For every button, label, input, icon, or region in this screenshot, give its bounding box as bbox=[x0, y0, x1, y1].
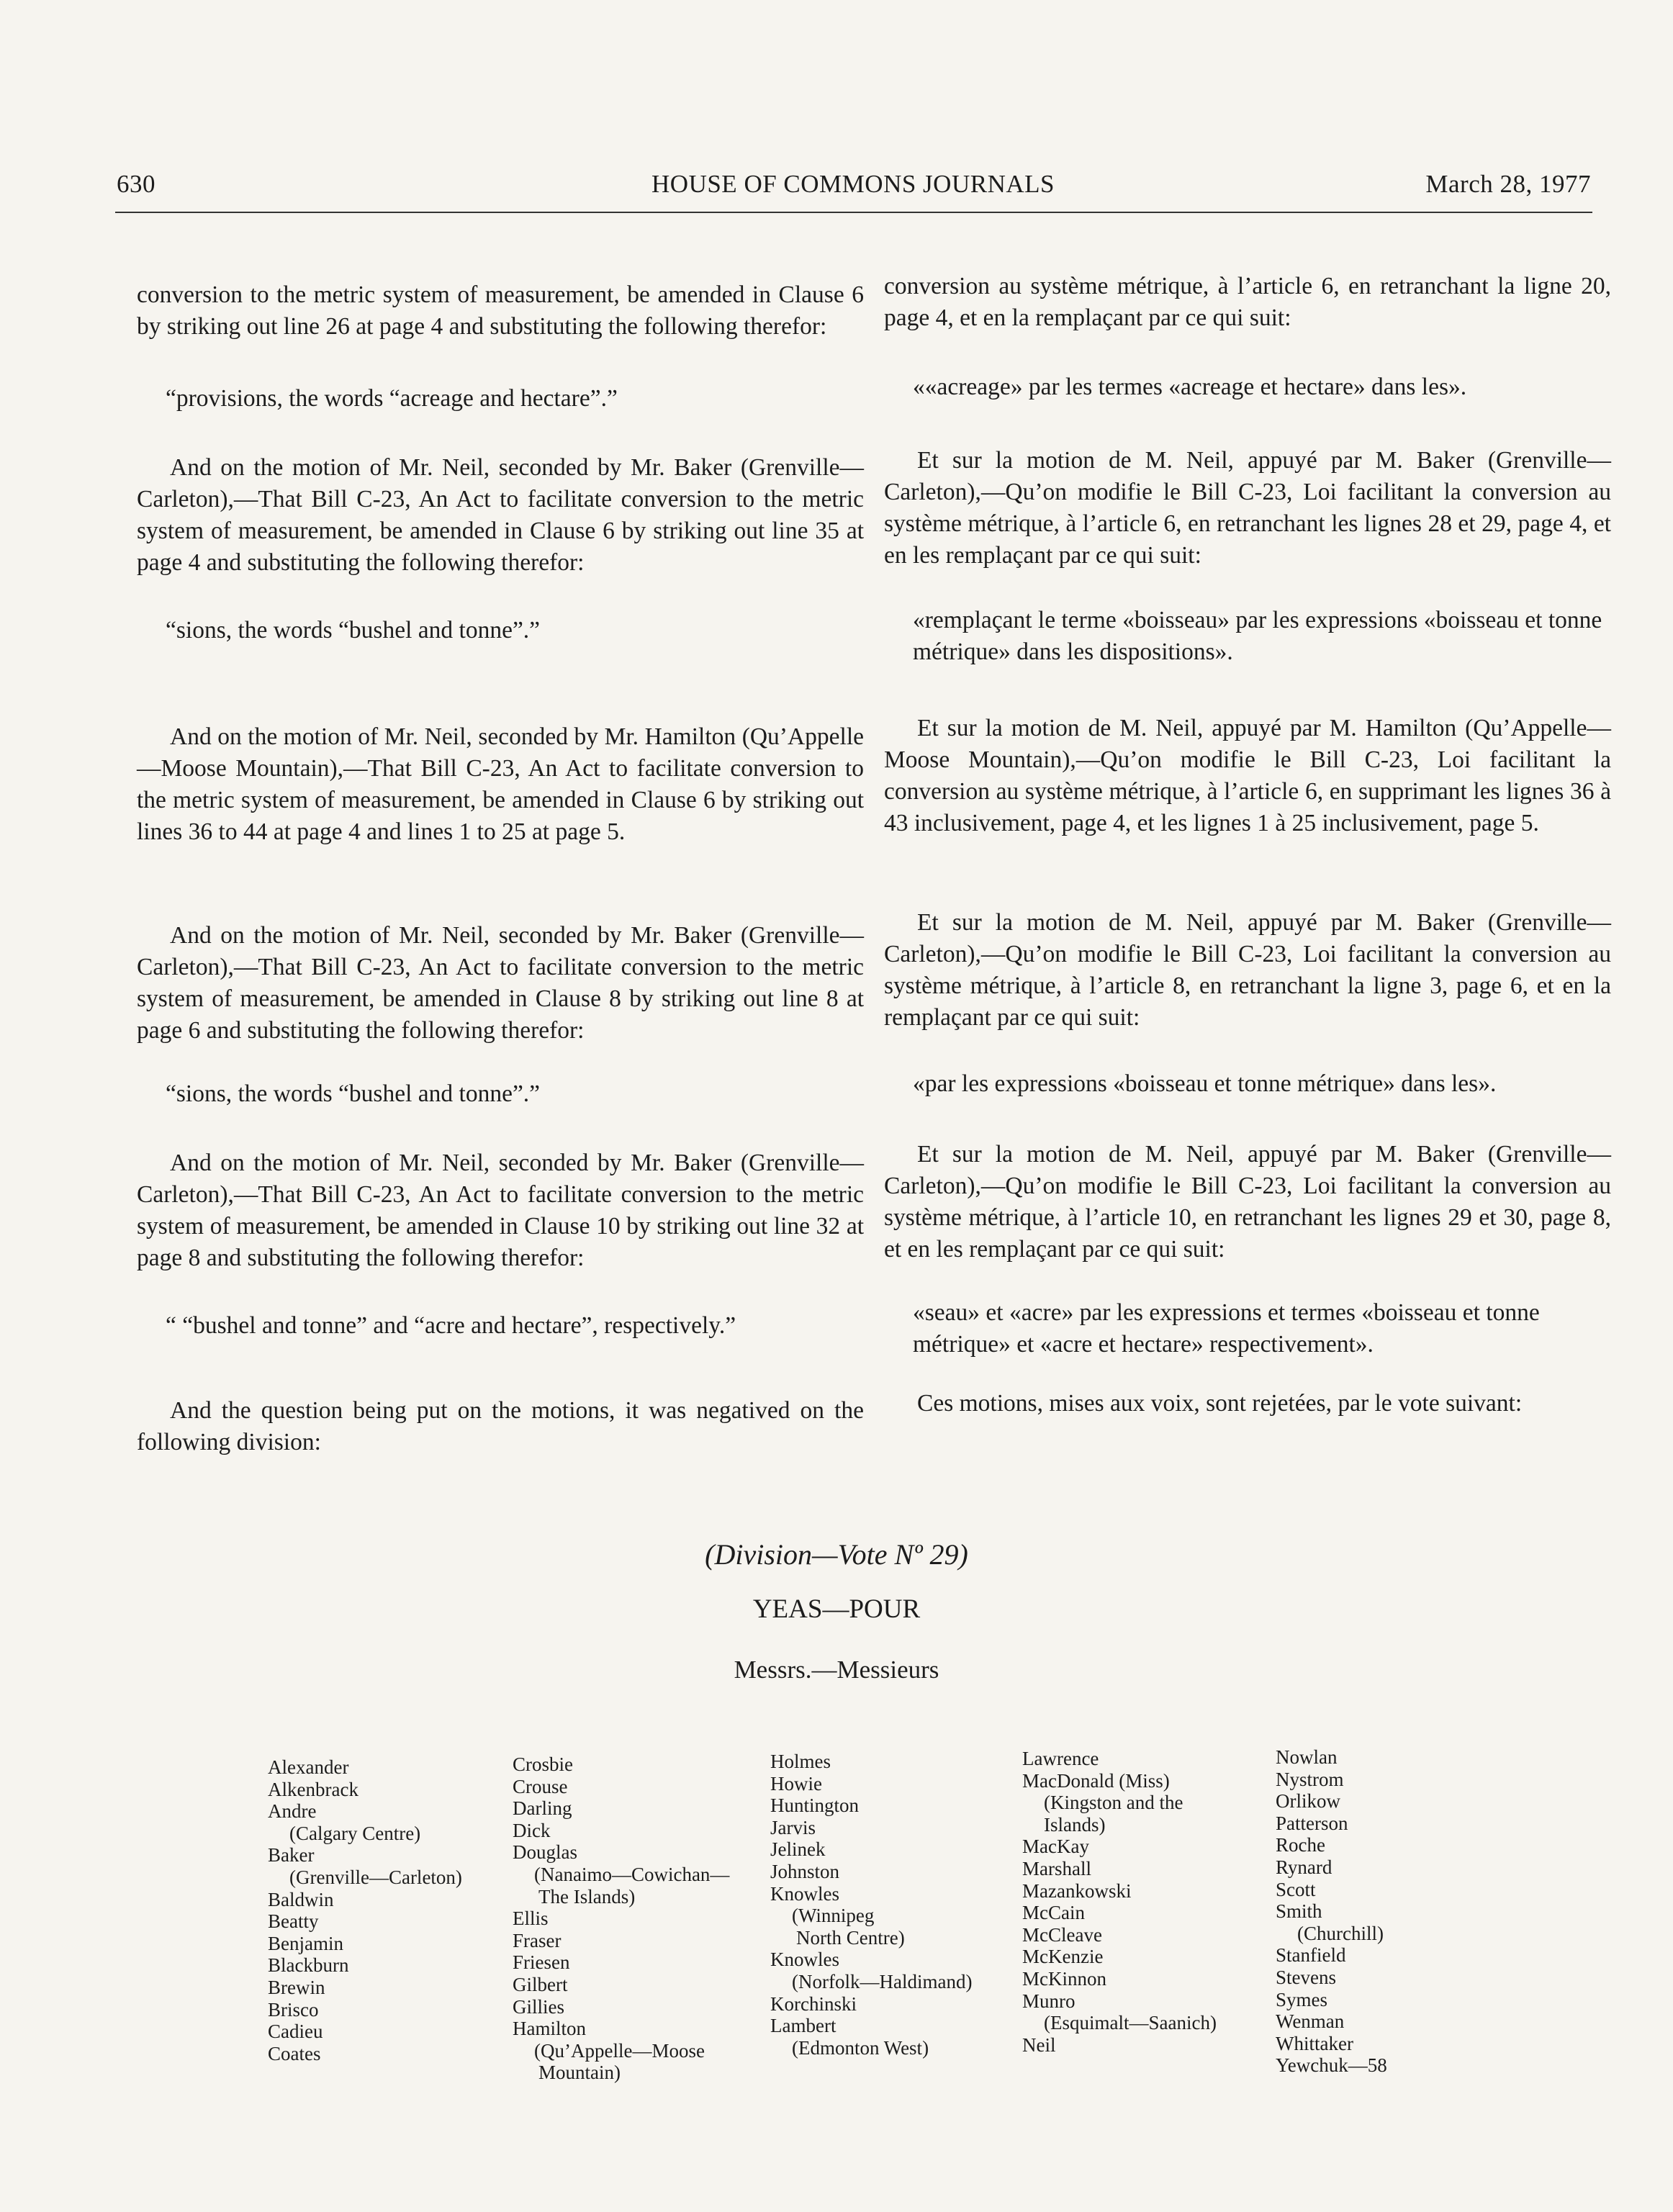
member-name: Benjamin bbox=[268, 1932, 343, 1954]
member-name: Fraser bbox=[513, 1929, 562, 1951]
member-name: Wenman bbox=[1276, 2010, 1345, 2033]
member-name: Orlikow bbox=[1276, 1790, 1340, 1813]
paragraph: And on the motion of Mr. Neil, seconded by Mr. Baker (Grenville—Carleton),—That Bill C-23, An Act to facilitate conversion to the metric system of measurement, be amended in Clause 8 by striking out line 8 at page 6 and substituting the following therefor: bbox=[137, 922, 864, 1044]
member-name: Ellis bbox=[513, 1908, 549, 1930]
names-column-2 bbox=[513, 1753, 729, 2084]
riding-name: (Winnipeg bbox=[792, 1905, 875, 1927]
paragraph: And on the motion of Mr. Neil, seconded by Mr. Hamilton (Qu’Appelle—Moose Mountain),—That Bill C-23, An Act to facilitate conversion to the metric system of measurement, be amended in Clause 6 by striking out lines 36 to 44 at page 4 and lines 1 to 25 at page 5. bbox=[137, 723, 864, 845]
riding-name: (Esquimalt—Saanich) bbox=[1044, 2012, 1217, 2034]
names-column-4 bbox=[1022, 1748, 1217, 2056]
member-name: Nystrom bbox=[1276, 1768, 1344, 1790]
names-column-3 bbox=[770, 1751, 972, 2059]
member-name: McKenzie bbox=[1022, 1946, 1104, 1968]
member-name: Baldwin bbox=[268, 1888, 334, 1910]
member-name: Yewchuk—58 bbox=[1276, 2054, 1387, 2077]
header-rule bbox=[115, 212, 1592, 213]
member-name: Hamilton bbox=[513, 2018, 586, 2040]
member-name: Brewin bbox=[268, 1976, 325, 1998]
paragraph: Ces motions, mises aux voix, sont rejetées, par le vote suivant: bbox=[917, 1390, 1523, 1417]
member-name: Marshall bbox=[1022, 1857, 1091, 1879]
member-name: Holmes bbox=[770, 1751, 831, 1772]
member-name: Lawrence bbox=[1022, 1748, 1099, 1769]
member-name: Douglas bbox=[513, 1841, 577, 1864]
member-name: Alexander bbox=[268, 1756, 349, 1778]
member-name: Baker bbox=[268, 1844, 315, 1866]
riding-name: Mountain) bbox=[538, 2062, 621, 2084]
member-name: Alkenbrack bbox=[268, 1778, 358, 1800]
riding-name: (Grenville—Carleton) bbox=[289, 1866, 462, 1888]
member-name: Scott bbox=[1276, 1878, 1316, 1900]
member-name: Gillies bbox=[513, 1995, 564, 2018]
member-name: Huntington bbox=[770, 1795, 860, 1817]
quoted-text: “sions, the words “bushel and tonne”.” bbox=[166, 617, 541, 644]
member-name: Stevens bbox=[1276, 1966, 1336, 1988]
member-name: Rynard bbox=[1276, 1856, 1332, 1878]
member-name: McCleave bbox=[1022, 1923, 1102, 1946]
messrs-heading: Messrs.—Messieurs bbox=[734, 1656, 939, 1684]
quoted-text: «par les expressions «boisseau et tonne métrique» dans les». bbox=[913, 1070, 1497, 1097]
member-name: MacKay bbox=[1022, 1836, 1089, 1858]
quoted-text: “provisions, the words “acreage and hectare”.” bbox=[166, 385, 618, 412]
quoted-text: ««acreage» par les termes «acreage et hectare» dans les». bbox=[913, 374, 1467, 400]
riding-name: (Qu’Appelle—Moose bbox=[534, 2039, 705, 2062]
member-name: Stanfield bbox=[1276, 1944, 1346, 1967]
member-name: Crosbie bbox=[513, 1753, 573, 1775]
quoted-text: “sions, the words “bushel and tonne”.” bbox=[166, 1080, 541, 1107]
paragraph: And on the motion of Mr. Neil, seconded by Mr. Baker (Grenville—Carleton),—That Bill C-23, An Act to facilitate conversion to the metric system of measurement, be amended in Clause 6 by striking out line 35 at page 4 and substituting the following therefor: bbox=[137, 454, 864, 576]
riding-name: (Edmonton West) bbox=[792, 2036, 929, 2059]
names-column-1 bbox=[268, 1756, 462, 2064]
member-name: Gilbert bbox=[513, 1973, 568, 1995]
member-name: McCain bbox=[1022, 1902, 1085, 1924]
member-name: Coates bbox=[268, 2042, 321, 2064]
member-name: Roche bbox=[1276, 1834, 1325, 1856]
member-name: Blackburn bbox=[268, 1954, 349, 1977]
member-name: Nowlan bbox=[1276, 1746, 1338, 1768]
member-name: Howie bbox=[770, 1772, 822, 1795]
member-name: Knowles bbox=[770, 1882, 839, 1905]
riding-name: North Centre) bbox=[796, 1926, 905, 1949]
member-name: Jelinek bbox=[770, 1838, 826, 1861]
names-column-5 bbox=[1276, 1746, 1387, 2077]
riding-name: (Kingston and the bbox=[1044, 1792, 1183, 1814]
paragraph: Et sur la motion de M. Neil, appuyé par M. Hamilton (Qu’Appelle—Moose Mountain),—Qu’on modifie le Bill C-23, Loi facilitant la conversion au système métrique, à l’article 6, en supprimant les lignes 36 à 43 inclusivement, page 4, et les lignes 1 à 25 inclusivement, page 5. bbox=[884, 715, 1611, 836]
division-heading: (Division—Vote Nº 29) bbox=[705, 1538, 968, 1571]
member-name: McKinnon bbox=[1022, 1967, 1106, 1990]
member-name: Crouse bbox=[513, 1775, 568, 1797]
quoted-text: «remplaçant le terme «boisseau» par les expressions «boisseau et tonne métrique» dans les dispositions». bbox=[913, 607, 1602, 665]
riding-name: (Nanaimo—Cowichan— bbox=[534, 1863, 730, 1885]
member-name: Munro bbox=[1022, 1990, 1076, 2012]
member-name: Brisco bbox=[268, 1998, 319, 2021]
member-name: Smith bbox=[1276, 1900, 1322, 1923]
yeas-heading: YEAS—POUR bbox=[752, 1594, 921, 1624]
quoted-text: «seau» et «acre» par les expressions et termes «boisseau et tonne métrique» et «acre et hectare» respectivement». bbox=[913, 1299, 1540, 1358]
riding-name: (Churchill) bbox=[1297, 1922, 1384, 1944]
page-number: 630 bbox=[117, 170, 155, 198]
paragraph: Et sur la motion de M. Neil, appuyé par M. Baker (Grenville—Carleton),—Qu’on modifie le Bill C-23, Loi facilitant la conversion au système métrique, à l’article 6, en retranchant les lignes 28 et 29, page 4, et en les remplaçant par ce qui suit: bbox=[884, 447, 1611, 569]
member-name: MacDonald (Miss) bbox=[1022, 1769, 1170, 1792]
riding-name: (Norfolk—Haldimand) bbox=[792, 1970, 973, 1992]
paragraph: conversion to the metric system of measurement, be amended in Clause 6 by striking out line 26 at page 4 and substituting the following therefor: bbox=[137, 281, 864, 340]
journal-date: March 28, 1977 bbox=[1425, 170, 1591, 198]
member-name: Beatty bbox=[268, 1910, 319, 1933]
member-name: Korchinski bbox=[770, 1992, 857, 2015]
member-name: Jarvis bbox=[770, 1816, 816, 1838]
member-name: Whittaker bbox=[1276, 2032, 1353, 2054]
member-name: Patterson bbox=[1276, 1812, 1348, 1834]
member-name: Knowles bbox=[770, 1949, 839, 1971]
riding-name: (Calgary Centre) bbox=[289, 1822, 421, 1844]
member-name: Neil bbox=[1022, 2033, 1056, 2056]
member-name: Cadieu bbox=[268, 2021, 323, 2043]
paragraph: conversion au système métrique, à l’article 6, en retranchant la ligne 20, page 4, et en la remplaçant par ce qui suit: bbox=[884, 273, 1611, 331]
member-name: Mazankowski bbox=[1022, 1879, 1132, 1902]
member-name: Johnston bbox=[770, 1860, 840, 1882]
member-name: Darling bbox=[513, 1797, 572, 1820]
paragraph: And the question being put on the motions, it was negatived on the following division: bbox=[137, 1397, 864, 1455]
paragraph: Et sur la motion de M. Neil, appuyé par M. Baker (Grenville—Carleton),—Qu’on modifie le Bill C-23, Loi facilitant la conversion au système métrique, à l’article 8, en retranchant la ligne 3, page 6, et en la remplaçant par ce qui suit: bbox=[884, 909, 1611, 1031]
journal-title: HOUSE OF COMMONS JOURNALS bbox=[651, 170, 1055, 198]
member-name: Symes bbox=[1276, 1988, 1328, 2010]
riding-name: Islands) bbox=[1044, 1813, 1106, 1836]
member-name: Lambert bbox=[770, 2015, 836, 2037]
paragraph: And on the motion of Mr. Neil, seconded by Mr. Baker (Grenville—Carleton),—That Bill C-23, An Act to facilitate conversion to the metric system of measurement, be amended in Clause 10 by striking out line 32 at page 8 and substituting the following therefor: bbox=[137, 1150, 864, 1271]
member-name: Andre bbox=[268, 1800, 317, 1823]
riding-name: The Islands) bbox=[538, 1885, 636, 1908]
page-header bbox=[115, 170, 1591, 212]
member-name: Friesen bbox=[513, 1951, 570, 1974]
quoted-text: “ “bushel and tonne” and “acre and hectare”, respectively.” bbox=[166, 1312, 736, 1339]
paragraph: Et sur la motion de M. Neil, appuyé par M. Baker (Grenville—Carleton),—Qu’on modifie le Bill C-23, Loi facilitant la conversion au système métrique, à l’article 10, en retranchant les lignes 29 et 30, page 8, et en les remplaçant par ce qui suit: bbox=[884, 1141, 1611, 1263]
member-name: Dick bbox=[513, 1819, 551, 1841]
